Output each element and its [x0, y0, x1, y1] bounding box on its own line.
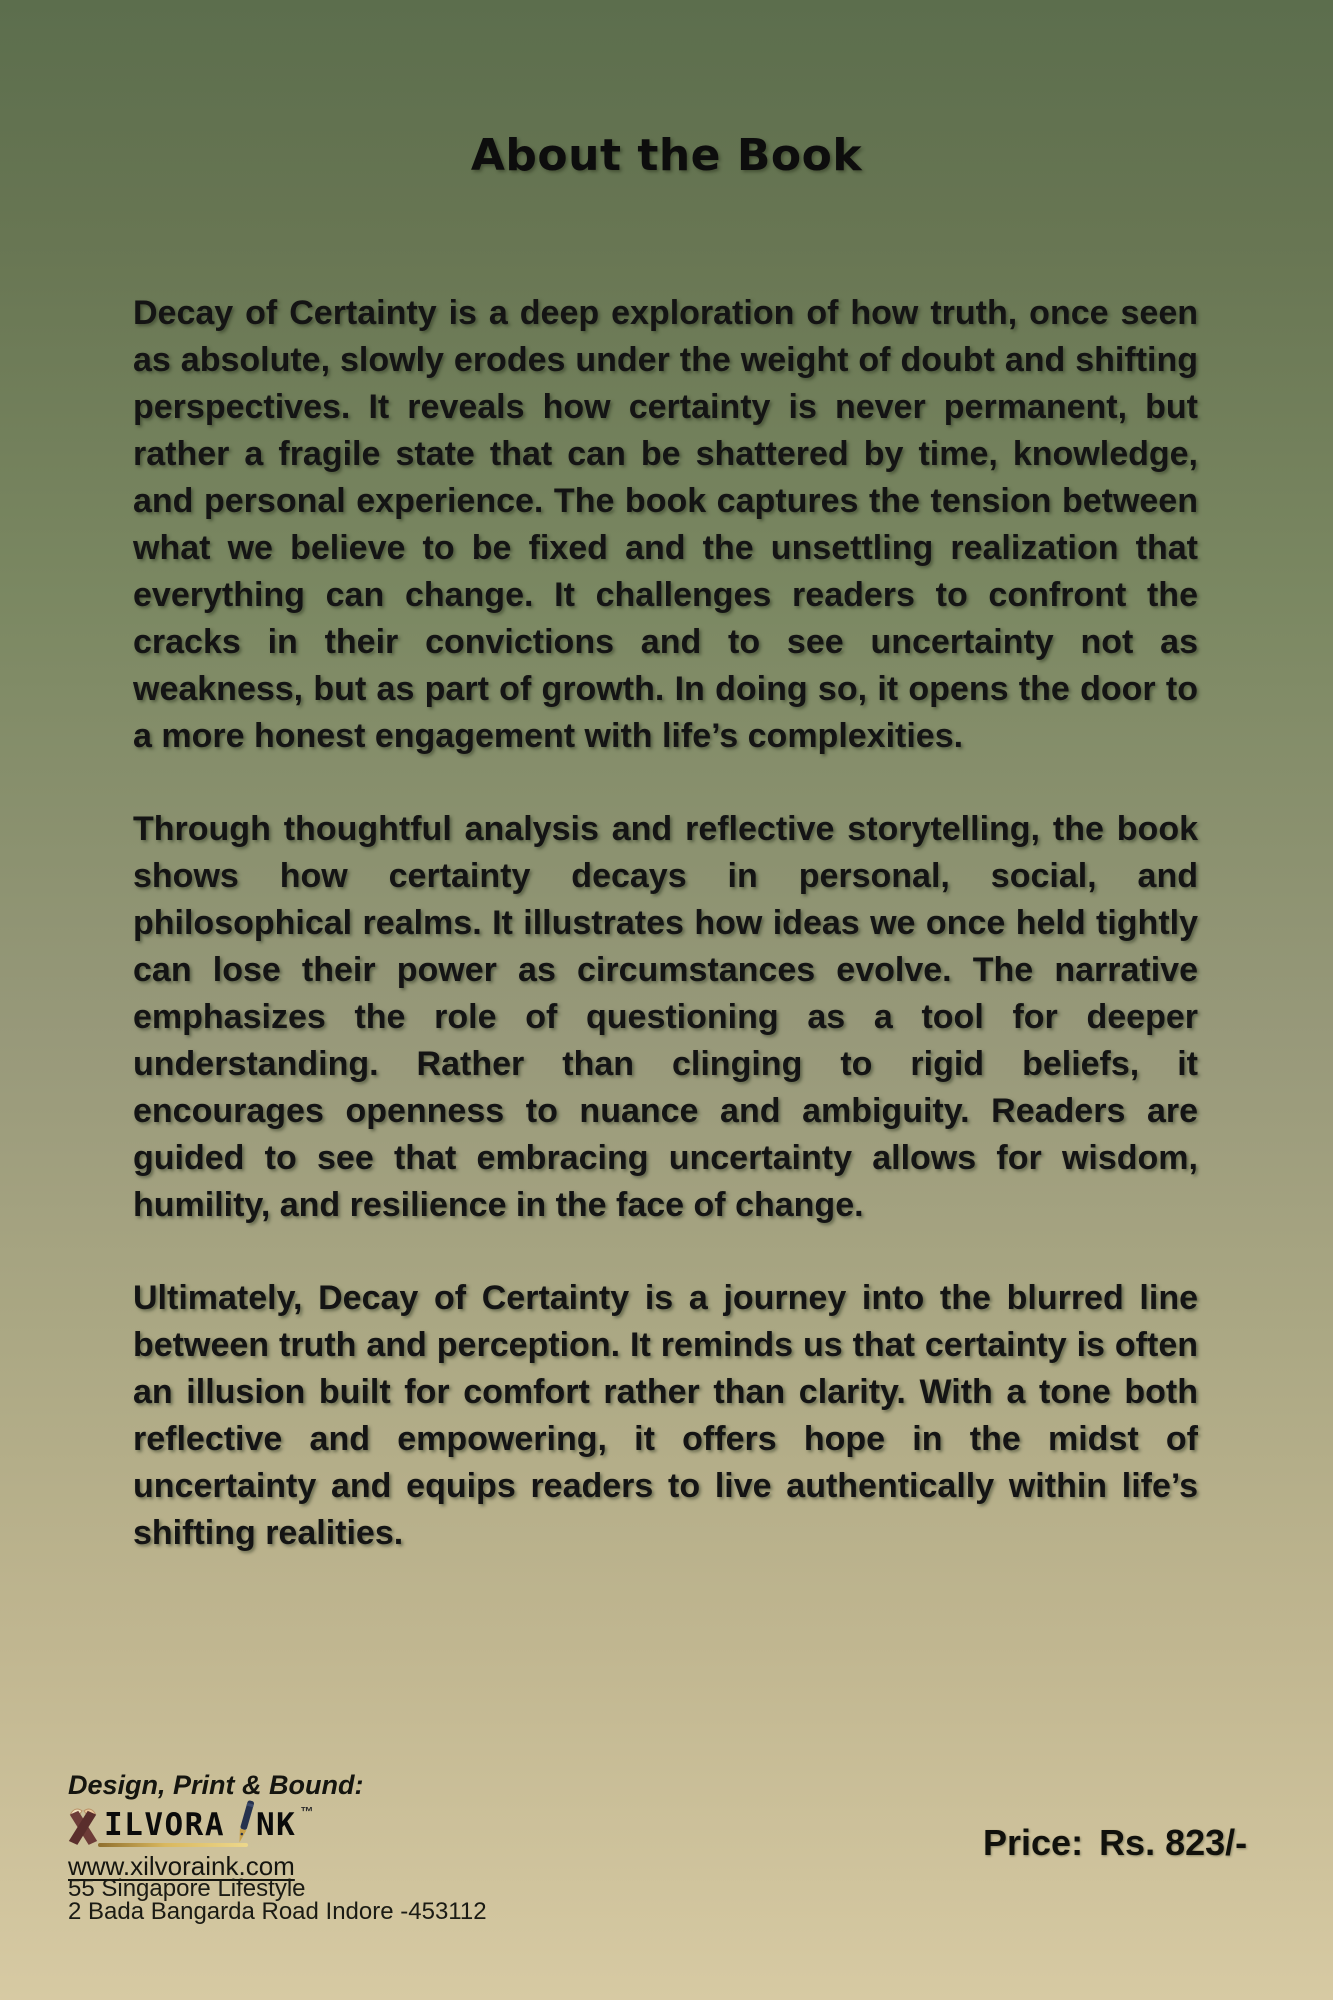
paragraph-2: Through thoughtful analysis and reflective storytelling, the book shows how certainty decays in personal, social, and philosophical realms. It illustrates how ideas we once held tightly can lose their power as circumstances evolve. The narrative emphasizes the role of questioning as a tool for deeper understanding. Rather than clinging to rigid beliefs, it encourages openness to nuance and ambiguity. Readers are guided to see that embracing uncertainty allows for wisdom, humility, and resilience in the face of change.	[133, 810, 1198, 1224]
paragraph-3: Ultimately, Decay of Certainty is a journey into the blurred line between truth and perception. It reminds us that certainty is often an illusion built for comfort rather than clarity. With a tone both reflective and empowering, it offers hope in the midst of uncertainty and equips readers to live authentically within life’s shifting realities.	[133, 1279, 1198, 1552]
publisher-logo	[66, 1802, 313, 1848]
logo-text-ilvora: ILVORA	[104, 1806, 225, 1843]
fountain-pen-icon	[235, 1799, 255, 1847]
paragraph-1: Decay of Certainty is a deep exploration of how truth, once seen as absolute, slowly erodes under the weight of doubt and shifting perspectives. It reveals how certainty is never permanent, but rather a fragile state that can be shattered by time, knowledge, and personal experience. The book captures the tension between what we believe to be fixed and the unsettling realization that everything can change. It challenges readers to confront the cracks in their convictions and to see uncertainty not as weakness, but as part of growth. In doing so, it opens the door to a more honest engagement with life’s complexities.	[133, 294, 1198, 755]
logo-underline	[98, 1843, 248, 1847]
address-line-2: 2 Bada Bangarda Road Indore -453112	[68, 1898, 487, 1925]
about-the-book-text	[133, 290, 1198, 1603]
credit-label: Design, Print & Bound:	[68, 1770, 364, 1800]
price	[983, 1822, 1247, 1864]
price-value: Rs. 823/-	[1099, 1822, 1248, 1863]
open-book-x-icon	[66, 1805, 100, 1845]
logo-text-nk: NK	[255, 1806, 297, 1843]
page-title: About the Book	[470, 130, 863, 181]
address-line-1: 55 Singapore Lifestyle	[68, 1875, 306, 1902]
trademark-symbol: ™	[300, 1804, 314, 1819]
price-label: Price:	[983, 1822, 1084, 1863]
website-link[interactable]: www.xilvoraink.com	[68, 1851, 295, 1881]
